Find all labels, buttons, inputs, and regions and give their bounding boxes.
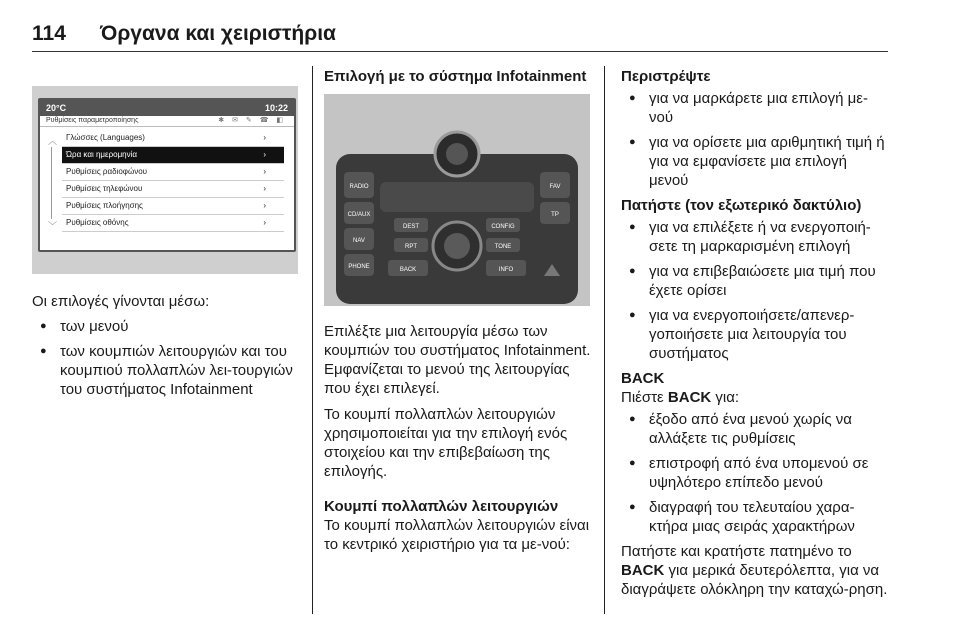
rotate-list [621,89,889,190]
section-heading: Κουμπί πολλαπλών λειτουργιών [324,498,559,515]
screen-clock: 10:22 [264,103,288,113]
hold-back-paragraph: Πατήστε και κρατήστε πατημένο το BACK για μερικά δευτερόλεπτα, για να διαγράψετε ολόκληρη την καταχώ-ρηση. [621,543,888,598]
info-button-label: INFO [498,267,514,273]
tone-button-label: TONE [494,244,512,250]
screen-menu-list [62,130,284,232]
column-1 [32,292,294,405]
cd-aux-button-label: CD/AUX [347,212,371,218]
screen-menu-title: Ρυθμίσεις παραμετροποίησης [46,117,139,124]
radio-button-label: RADIO [349,184,369,190]
chevron-right-icon: › [263,167,266,176]
list-item: ● για να μαρκάρετε μια επιλογή με-νού [621,89,889,127]
status-icons: ✱ ✉ ✎ ☎ ◧ [218,117,286,124]
config-button-label: CONFIG [491,224,515,230]
column-2-body [324,322,592,554]
list-item: ● των μενού [32,317,294,336]
chevron-right-icon: › [263,150,266,159]
back-button-label: BACK [399,267,417,273]
dest-button-label: DEST [402,224,420,230]
header-rule [32,51,888,52]
subheading-rotate: Περιστρέψτε [621,68,711,85]
chevron-right-icon: › [263,201,266,210]
list-item: ● των κουμπιών λειτουργιών και του κουμπιού πολλαπλών λει-τουργιών του συστήματος Infotainment [32,342,294,399]
nav-button-label: NAV [353,238,365,244]
paragraph: Το κουμπί πολλαπλών λειτουργιών είναι το κεντρικό χειριστήριο για τα με-νού: [324,517,590,553]
list-item: ● για να επιλέξετε ή να ενεργοποιή-σετε τη μαρκαρισμένη επιλογή [621,218,889,256]
subheading-press: Πατήστε (τον εξωτερικό δακτύλιο) [621,197,862,214]
column-divider [312,66,313,614]
column-2 [324,67,592,86]
page-header [32,22,336,46]
chevron-right-icon: › [263,218,266,227]
scroll-up-icon: ︿ [48,136,58,146]
screen-menu-item: Ρυθμίσεις οθόνης › [62,215,284,232]
screen-temperature: 20°C [46,103,67,113]
column-divider [604,66,605,614]
paragraph: Το κουμπί πολλαπλών λειτουργιών χρησιμοποιείται για την επιλογή ενός στοιχείου και την επιβεβαίωση της επιλογής. [324,406,568,480]
screen-menu-item: Ρυθμίσεις τηλεφώνου › [62,181,284,198]
multifunction-knob-center [444,233,470,259]
list-item: ● διαγραφή του τελευταίου χαρα-κτήρα μιας σειράς χαρακτήρων [621,498,889,536]
screen-menu-item: Ρυθμίσεις ραδιοφώνου › [62,164,284,181]
screen-panel [38,98,296,252]
back-list [621,410,889,536]
screen-menu-item: Ρυθμίσεις πλοήγησης › [62,198,284,215]
screen-menu-item-selected: Ώρα και ημερομηνία › [62,147,284,164]
list-item: ● για να επιβεβαιώσετε μια τιμή που έχετε ορίσει [621,262,889,300]
list-item: ● έξοδο από ένα μενού χωρίς να αλλάξετε τις ρυθμίσεις [621,410,889,448]
screen-scroll-arrows [48,134,56,232]
fav-button-label: FAV [549,184,561,190]
phone-button-label: PHONE [348,264,370,270]
selection-methods-list [32,317,294,399]
scroll-track [51,147,56,219]
tp-button-label: TP [551,212,559,218]
screen-menu-title-bar [40,116,294,127]
intro-text: Οι επιλογές γίνονται μέσω: [32,293,210,310]
page-number: 114 [32,22,66,45]
list-item: ● επιστροφή από ένα υπομενού σε υψηλότερο επίπεδο μενού [621,454,889,492]
scroll-down-icon: ﹀ [48,221,58,231]
chevron-right-icon: › [263,184,266,193]
list-item: ● για να ορίσετε μια αριθμητική τιμή ή για να εμφανίσετε μια επιλογή μενού [621,133,889,190]
press-list [621,218,889,363]
page-title: Όργανα και χειριστήρια [100,22,336,45]
preset-button-strip [380,182,534,212]
paragraph: Επιλέξτε μια λειτουργία μέσω των κουμπιών του συστήματος Infotainment. Εμφανίζεται το μενού της λειτουργίας που έχει επιλεγεί. [324,323,591,397]
press-back-line: Πιέστε BACK για: [621,389,740,406]
subheading-back: BACK [621,370,665,387]
column-3 [621,67,889,599]
volume-knob-cap [446,143,468,165]
list-item: ● για να ενεργοποιήσετε/απενερ-γοποιήσετε μια λειτουργία του συστήματος [621,306,889,363]
infotainment-screen-image [32,86,298,274]
screen-menu-item: Γλώσσες (Languages) › [62,130,284,147]
infotainment-console-image [324,94,590,306]
screen-top-bar [40,100,294,116]
chevron-right-icon: › [263,133,266,142]
rpt-button-label: RPT [405,244,417,250]
section-heading: Επιλογή με το σύστημα Infotainment [324,68,587,85]
